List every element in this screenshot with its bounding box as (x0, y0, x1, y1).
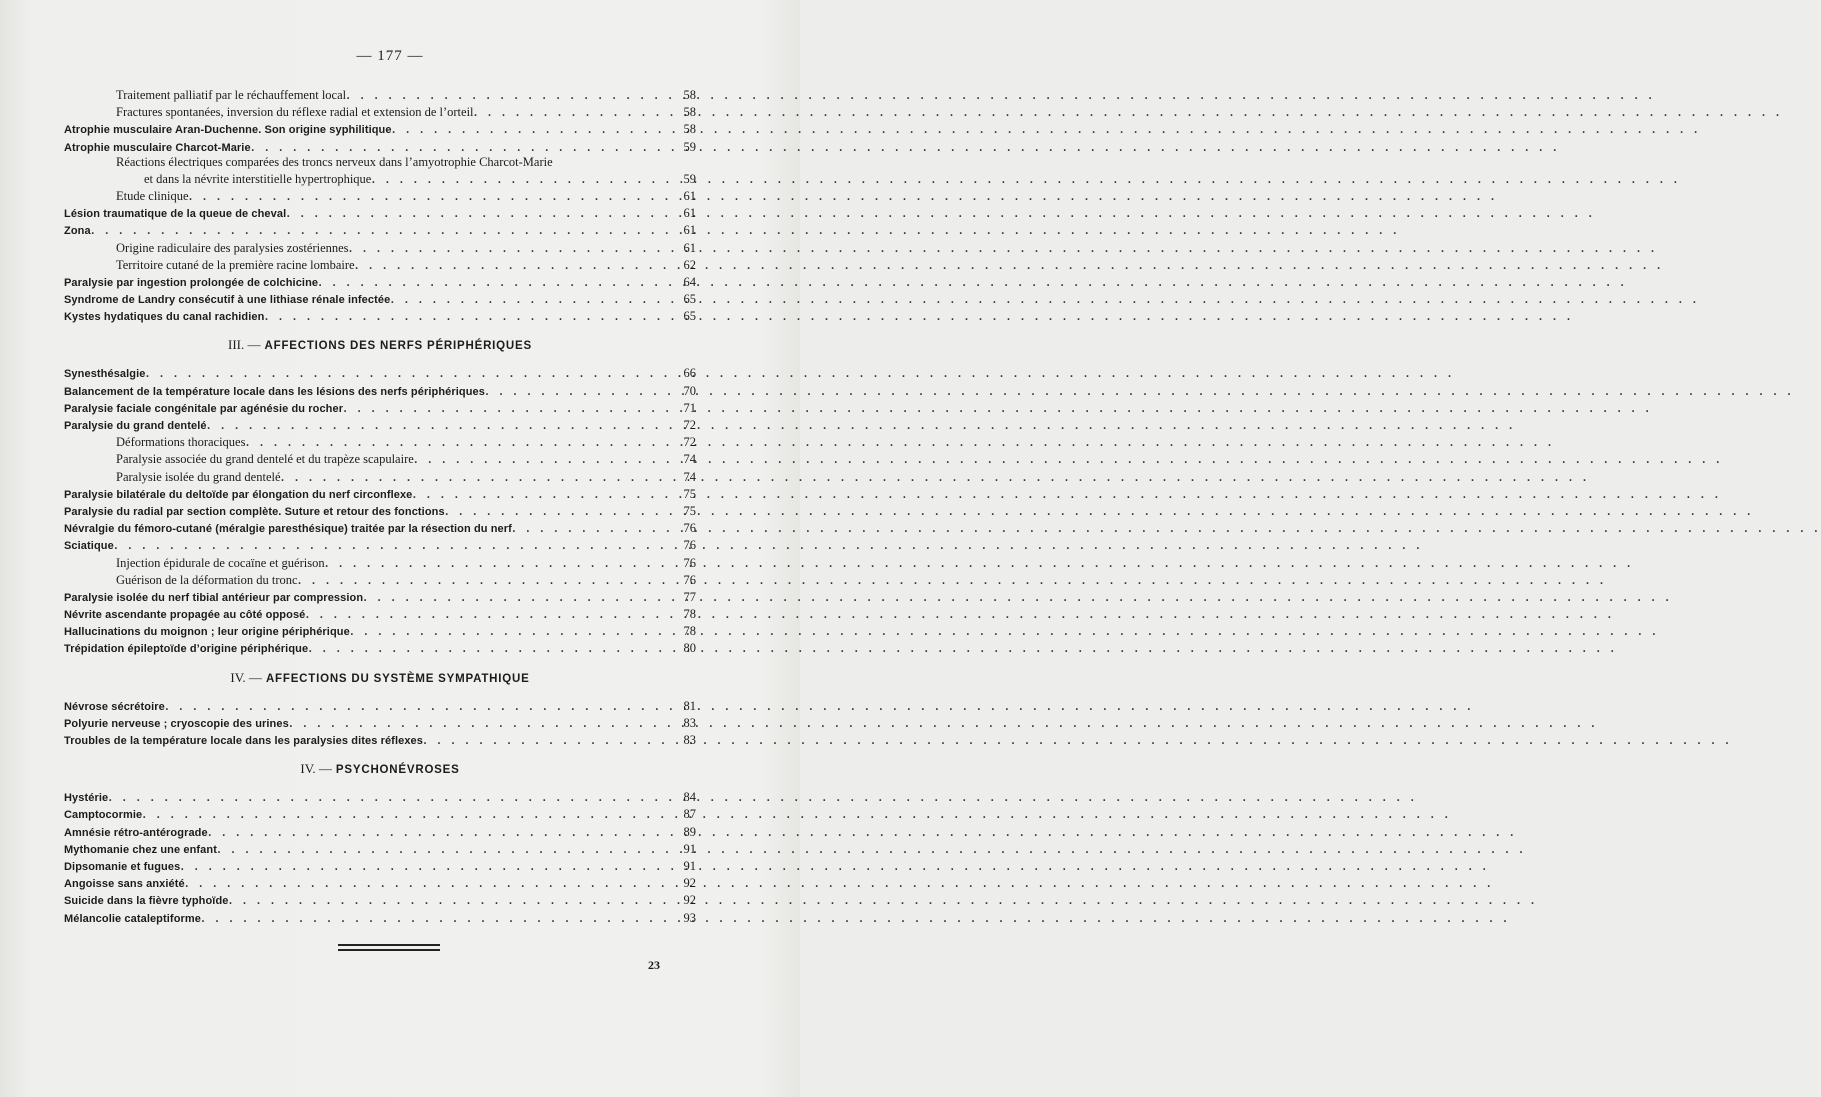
toc-entry-title: Névralgie du fémoro-cutané (méralgie paresthésique) traitée par la résection du nerf (64, 523, 512, 536)
toc-entry (64, 290, 696, 307)
dot-leader (251, 138, 670, 155)
toc-entry (64, 273, 696, 290)
toc-page-number: 76 (683, 521, 696, 536)
toc-entry-title: Syndrome de Landry consécutif à une lithiase rénale infectée (64, 294, 391, 307)
section-number: III. — (228, 337, 261, 353)
toc-page-number: 93 (683, 910, 696, 925)
toc-page-number: 61 (683, 188, 696, 203)
dot-leader (264, 307, 670, 324)
toc-entry (64, 485, 696, 502)
toc-page-number: 83 (683, 715, 696, 730)
toc-entry (64, 639, 696, 656)
toc-entry (64, 823, 696, 840)
dot-leader (392, 120, 670, 137)
dot-leader (346, 86, 670, 103)
toc-entry-title: Névrose sécrétoire (64, 700, 165, 713)
toc-entry (64, 120, 696, 137)
toc-entry-title: Territoire cutané de la première racine lombaire (116, 257, 355, 272)
toc-entry (64, 103, 696, 120)
toc-page-number: 61 (683, 223, 696, 238)
toc-entry-title: Paralysie associée du grand dentelé et du trapèze scapulaire (116, 452, 414, 467)
toc-entry-title: Paralysie du radial par section complète. Suture et retour des fonctions (64, 505, 445, 518)
toc-page-number: 75 (683, 486, 696, 501)
toc-entry-title: Paralysie isolée du grand dentelé (116, 469, 281, 484)
section-heading-3 (64, 334, 696, 356)
section-title: AFFECTIONS DU SYSTÈME SYMPATHIQUE (265, 672, 530, 685)
toc-entry-title: Sciatique (64, 540, 114, 553)
section-heading-4 (64, 667, 696, 689)
toc-entry-title: Synesthésalgie (64, 368, 146, 381)
toc-entry (64, 909, 696, 926)
toc-page-number: 83 (683, 733, 696, 747)
dot-leader (414, 450, 670, 467)
toc-entry-title: Déformations thoraciques (116, 435, 246, 450)
section-title: AFFECTIONS DES NERFS PÉRIPHÉRIQUES (264, 340, 532, 353)
document-page (0, 0, 800, 1097)
toc-block-4 (64, 788, 696, 926)
dot-leader (91, 221, 670, 238)
toc-page-number: 59 (683, 139, 696, 154)
toc-page-number: 91 (683, 858, 696, 873)
toc-entry (64, 891, 696, 908)
toc-entry (64, 622, 696, 639)
dot-leader (412, 485, 670, 502)
toc-entry (64, 364, 696, 381)
toc-entry-title: Fractures spontanées, inversion du réflexe radial et extension de l’orteil (116, 105, 474, 120)
dot-leader (308, 639, 670, 656)
toc-page-number: 66 (683, 366, 696, 381)
toc-page-number: 58 (683, 88, 696, 102)
toc-entry (64, 588, 696, 605)
toc-entry-title: Mélancolie cataleptiforme (64, 912, 201, 925)
toc-page-number: 72 (683, 418, 696, 432)
toc-entry-title: Traitement palliatif par le réchauffement local (116, 88, 347, 102)
toc-entry-title: Paralysie bilatérale du deltoïde par élongation du nerf circonflexe (64, 488, 413, 501)
toc-entry-title: Paralysie du grand dentelé (64, 420, 207, 432)
toc-page-number: 78 (683, 624, 696, 639)
toc-page-number: 81 (683, 698, 696, 713)
toc-entry-title: Atrophie musculaire Aran-Duchenne. Son origine syphilitique (64, 124, 392, 137)
divider-rule (338, 949, 440, 951)
toc-entry (64, 239, 696, 256)
toc-entry (64, 256, 696, 273)
toc-entry-title: Paralysie isolée du nerf tibial antérieur par compression (64, 591, 364, 604)
dot-leader (305, 605, 670, 622)
toc-entry-title: Guérison de la déformation du tronc (116, 572, 298, 587)
toc-entry-title: Troubles de la température locale dans les paralysies dites réflexes (64, 735, 423, 747)
toc-block-2 (64, 364, 696, 656)
dot-leader (208, 823, 670, 840)
dot-leader (189, 187, 670, 204)
toc-entry (64, 86, 696, 103)
toc-page-number: 65 (683, 309, 696, 324)
dot-leader (201, 909, 670, 926)
toc-entry (64, 571, 696, 588)
toc-page-number: 72 (683, 435, 696, 450)
toc-entry-title: Angoisse sans anxiété (64, 878, 185, 891)
dot-leader (325, 554, 670, 571)
toc-entry-title: Kystes hydatiques du canal rachidien (64, 311, 265, 324)
toc-entry (64, 307, 696, 324)
dot-leader (485, 382, 670, 399)
toc-entry (64, 714, 696, 731)
toc-entry-title: Paralysie par ingestion prolongée de colchicine (64, 276, 319, 289)
toc-page-number: 74 (683, 452, 696, 467)
toc-entry (64, 416, 696, 433)
dot-leader (350, 622, 670, 639)
toc-page-number: 58 (683, 105, 696, 120)
toc-entry-title: Polyurie nerveuse ; cryoscopie des urines (64, 717, 289, 730)
toc-page-number: 92 (683, 876, 696, 891)
toc-entry (64, 731, 696, 748)
toc-entry (64, 857, 696, 874)
section-number: IV. — (300, 761, 332, 777)
toc-page-number: 62 (683, 257, 696, 272)
toc-entry (64, 536, 696, 553)
dot-leader (318, 273, 670, 290)
toc-page-number: 64 (683, 274, 696, 289)
toc-entry (64, 433, 696, 450)
toc-entry (64, 170, 696, 187)
dot-leader (298, 571, 670, 588)
toc-entry (64, 605, 696, 622)
toc-page-number: 87 (683, 807, 696, 822)
toc-entry-title: Camptocormie (64, 809, 143, 822)
toc-entry (64, 874, 696, 891)
toc-entry (64, 155, 696, 170)
toc-entry (64, 138, 696, 155)
toc-entry-title: Hallucinations du moignon ; leur origine périphérique (64, 626, 350, 639)
toc-page-number: 84 (683, 790, 696, 805)
toc-entry-title: Hystérie (64, 792, 109, 805)
toc-entry-title: Injection épidurale de cocaïne et guérison (116, 555, 325, 570)
toc-block-1 (64, 86, 696, 324)
toc-entry (64, 399, 696, 416)
toc-block-3 (64, 697, 696, 749)
dot-leader (286, 204, 670, 221)
dot-leader (165, 697, 670, 714)
dot-leader (512, 519, 670, 536)
page-header: — 177 — (356, 48, 424, 64)
dot-leader (146, 364, 671, 381)
toc-page-number: 92 (683, 893, 696, 908)
toc-entry (64, 450, 696, 467)
toc-entry-title: Origine radiculaire des paralysies zostériennes (116, 240, 349, 255)
toc-entry-title: Dipsomanie et fugues (64, 860, 181, 873)
divider-rule (338, 944, 440, 946)
dot-leader (142, 805, 670, 822)
toc-entry-title: Etude clinique (116, 188, 189, 203)
dot-leader (390, 290, 670, 307)
toc-entry-title: et dans la névrite interstitielle hypertrophique (144, 171, 372, 186)
toc-entry (64, 519, 696, 536)
toc-entry (64, 697, 696, 714)
toc-page-number: 91 (683, 841, 696, 856)
dot-leader (108, 788, 670, 805)
signature-number: 23 (648, 958, 660, 972)
dot-leader (281, 468, 670, 485)
dot-leader (355, 256, 670, 273)
toc-entry-title: Suicide dans la fièvre typhoïde (64, 895, 229, 908)
toc-entry-title: Zona (64, 225, 91, 238)
toc-entry-title: Névrite ascendante propagée au côté opposé (64, 609, 306, 622)
toc-entry (64, 204, 696, 221)
toc-page-number: 71 (683, 400, 696, 415)
toc-page-number: 58 (683, 122, 696, 137)
toc-page-number: 70 (683, 383, 696, 398)
dot-leader (217, 840, 670, 857)
dot-leader (207, 416, 670, 433)
toc-entry (64, 502, 696, 519)
toc-page-number: 89 (683, 824, 696, 839)
dot-leader (423, 731, 670, 748)
dot-leader (245, 433, 670, 450)
toc-page-number: 74 (683, 469, 696, 484)
toc-entry-title: Amnésie rétro-antérograde (64, 826, 208, 839)
dot-leader (114, 536, 670, 553)
dot-leader (371, 170, 670, 187)
table-of-contents (64, 86, 696, 926)
toc-page-number: 61 (683, 206, 696, 221)
toc-page-number: 76 (683, 555, 696, 570)
section-heading-5 (64, 758, 696, 780)
dot-leader (289, 714, 670, 731)
dot-leader (343, 399, 670, 416)
toc-entry (64, 788, 696, 805)
toc-entry (64, 840, 696, 857)
toc-entry (64, 187, 696, 204)
toc-page-number: 77 (683, 589, 696, 604)
toc-page-number: 80 (683, 641, 696, 656)
toc-page-number: 78 (683, 607, 696, 622)
toc-entry (64, 554, 696, 571)
toc-page-number: 61 (683, 240, 696, 255)
toc-entry (64, 221, 696, 238)
toc-entry-title: Lésion traumatique de la queue de cheval (64, 208, 287, 221)
toc-entry-title: Atrophie musculaire Charcot-Marie (64, 141, 251, 154)
toc-entry (64, 468, 696, 485)
toc-entry (64, 382, 696, 399)
dot-leader (228, 891, 670, 908)
toc-entry (64, 805, 696, 822)
toc-entry-title: Réactions électriques comparées des troncs nerveux dans l’amyotrophie Charcot-Marie (116, 154, 553, 169)
toc-entry-title: Mythomanie chez une enfant (64, 843, 217, 856)
toc-entry-title: Trépidation épileptoïde d’origine périphérique (64, 643, 309, 656)
section-title: PSYCHONÉVROSES (335, 764, 460, 777)
toc-page-number: 65 (683, 292, 696, 307)
dot-leader (474, 103, 670, 120)
dot-leader (180, 857, 670, 874)
dot-leader (445, 502, 670, 519)
toc-page-number: 76 (683, 538, 696, 553)
dot-leader (349, 239, 670, 256)
section-number: IV. — (230, 669, 262, 685)
dot-leader (363, 588, 670, 605)
toc-page-number: 75 (683, 503, 696, 518)
toc-entry-title: Paralysie faciale congénitale par agénésie du rocher (64, 402, 344, 415)
toc-page-number: 76 (683, 572, 696, 587)
dot-leader (185, 874, 670, 891)
toc-entry-title: Balancement de la température locale dans les lésions des nerfs périphériques (64, 385, 485, 398)
toc-page-number: 59 (683, 171, 696, 186)
